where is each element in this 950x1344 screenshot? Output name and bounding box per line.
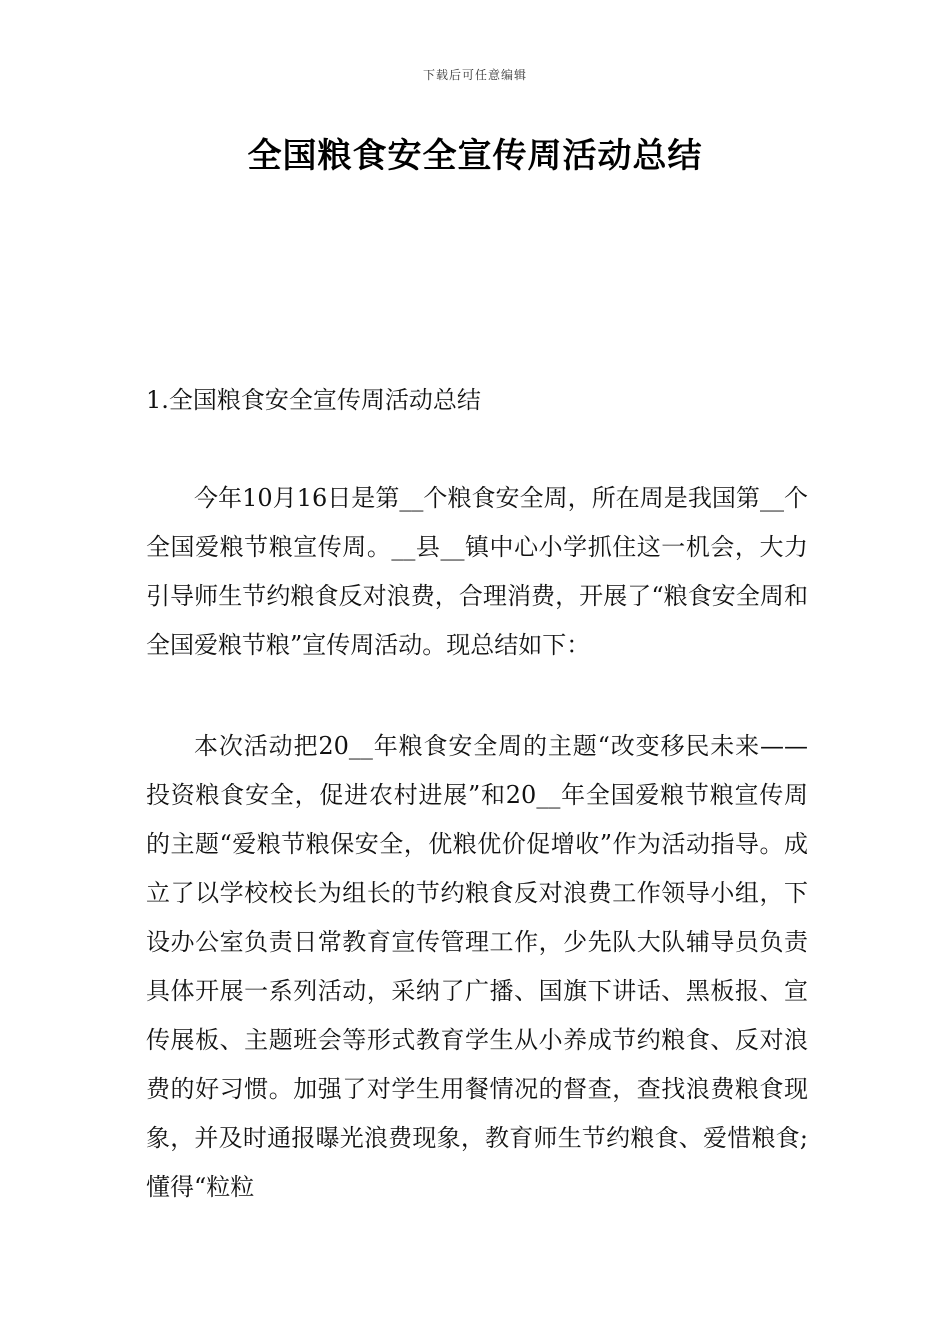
section-heading: 1.全国粮食安全宣传周活动总结 (146, 386, 481, 414)
document-title: 全国粮食安全宣传周活动总结 (247, 136, 703, 176)
paragraph-activity: 本次活动把20__年粮食安全周的主题“改变移民未来——投资粮食安全，促进农村进展”和20__年全国爱粮节粮宣传周的主题“爱粮节粮保安全，优粮优价促增收”作为活动指导。成立了以学校校长为组长的节约粮食反对浪费工作领导小组，下设办公室负责日常教育宣传管理工作，少先队大队辅导员负责具体开展一系列活动，采纳了广播、国旗下讲话、黑板报、宣传展板、主题班会等形式教育学生从小养成节约粮食、反对浪费的好习惯。加强了对学生用餐情况的督查，查找浪费粮食现象，并及时通报曝光浪费现象，教育师生节约粮食、爱惜粮食;懂得“粒粒 (146, 732, 808, 1201)
header-note: 下载后可任意编辑 (422, 68, 527, 82)
paragraph-intro: 今年10月16日是第__个粮食安全周，所在周是我国第__个全国爱粮节粮宣传周。__县__镇中心小学抓住这一机会，大力引导师生节约粮食反对浪费，合理消费，开展了“粮食安全周和全国爱粮节粮”宣传周活动。现总结如下： (146, 484, 808, 659)
